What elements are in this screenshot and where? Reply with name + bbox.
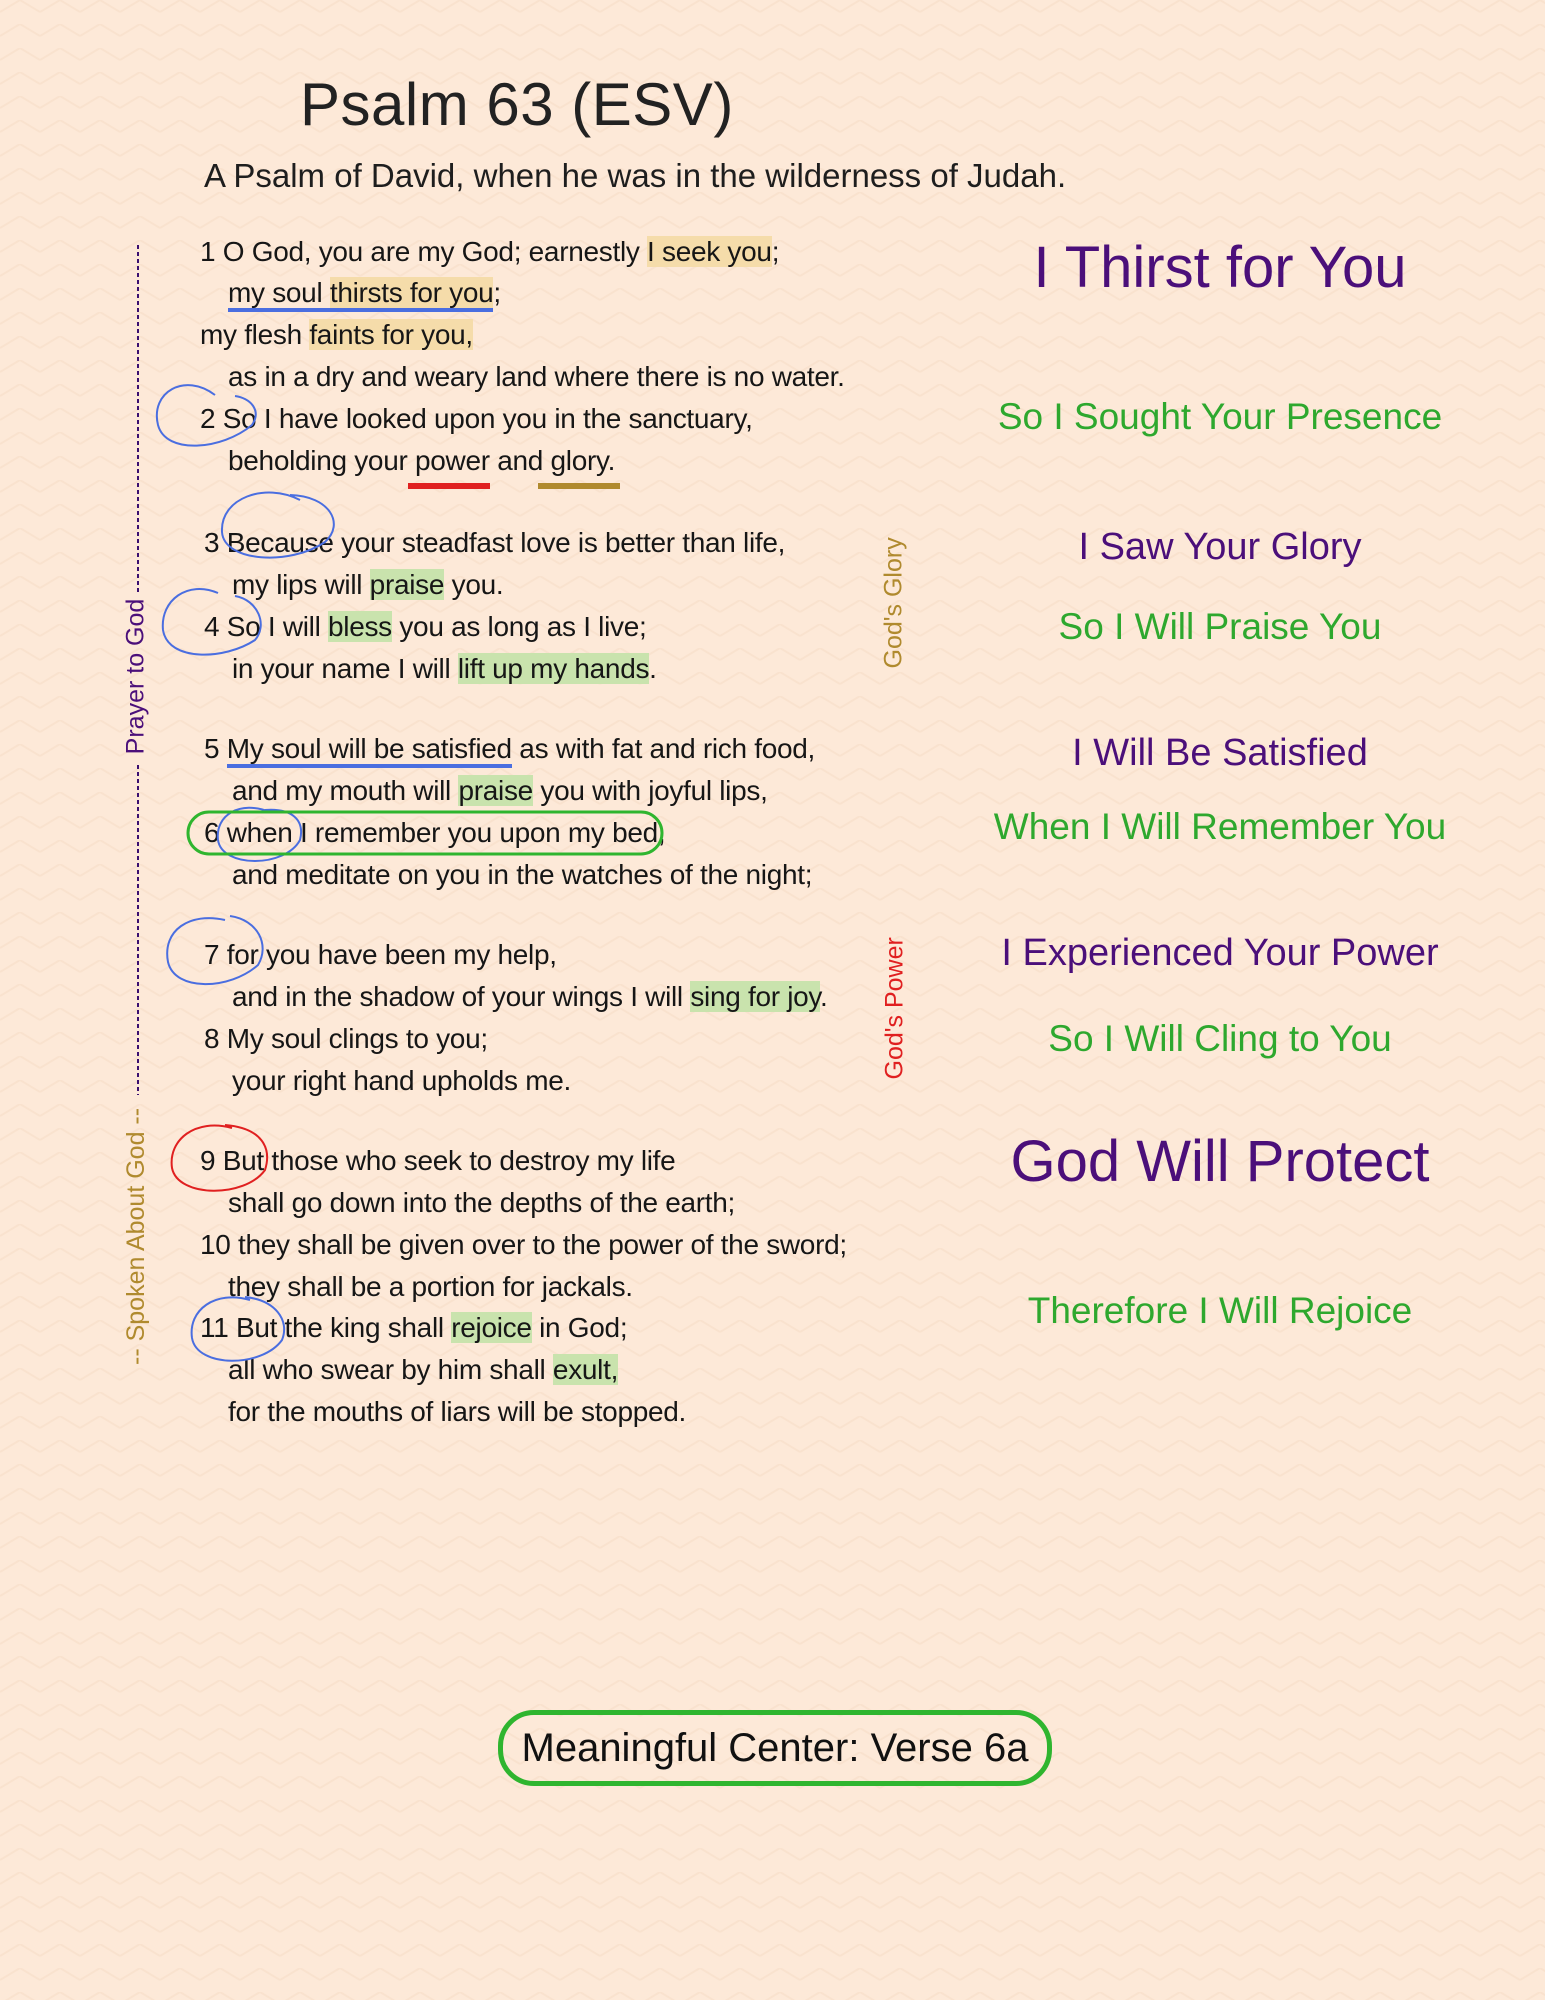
meaningful-center-badge: Meaningful Center: Verse 6a	[498, 1710, 1052, 1786]
verse-line-7: 3 Because your steadfast love is better than life,	[204, 527, 786, 558]
verse-line-21: 10 they shall be given over to the power of the sword;	[200, 1229, 847, 1260]
verse-line-18: your right hand upholds me.	[232, 1065, 572, 1096]
verse-line-3: my flesh faints for you,	[200, 319, 473, 350]
verse-line-20: shall go down into the depths of the earth;	[228, 1187, 736, 1218]
heading-protect: God Will Protect	[1010, 1129, 1430, 1194]
verse-line-1: 1 O God, you are my God; earnestly I seek you;	[200, 236, 780, 267]
verse-line-13: 6 when I remember you upon my bed,	[204, 817, 666, 848]
heading-will-praise: So I Will Praise You	[1058, 606, 1382, 647]
verse-line-5: 2 So I have looked upon you in the sanctuary,	[200, 403, 753, 434]
heading-rejoice: Therefore I Will Rejoice	[1027, 1290, 1413, 1331]
heading-experienced-power: I Experienced Your Power	[1001, 932, 1439, 974]
spoken-about-god-label: -- Spoken About God --	[122, 1107, 150, 1365]
verse-line-2: my soul thirsts for you;	[228, 276, 501, 310]
heading-satisfied: I Will Be Satisfied	[1072, 732, 1368, 774]
heading-saw-glory: I Saw Your Glory	[1078, 526, 1362, 568]
heading-cling: So I Will Cling to You	[1048, 1018, 1392, 1059]
verse-line-10: in your name I will lift up my hands.	[232, 653, 657, 684]
verse-line-19: 9 But those who seek to destroy my life	[200, 1145, 676, 1176]
circle-mark-so-2	[163, 589, 261, 655]
verse-line-12: and my mouth will praise you with joyful lips,	[232, 775, 768, 806]
heading-sought-presence: So I Sought Your Presence	[997, 396, 1443, 437]
page-title: Psalm 63 (ESV)	[300, 71, 734, 138]
page-subtitle: A Psalm of David, when he was in the wilderness of Judah.	[204, 157, 1067, 194]
verse-line-24: all who swear by him shall exult,	[228, 1354, 619, 1385]
verse-line-22: they shall be a portion for jackals.	[228, 1271, 633, 1302]
prayer-to-god-label: Prayer to God	[121, 598, 150, 755]
verse-line-15: 7 for you have been my help,	[204, 939, 557, 970]
verse-line-6: beholding your power and glory.	[228, 445, 616, 476]
circle-mark-because	[222, 493, 334, 558]
circle-mark-so-1	[157, 385, 256, 446]
gods-glory-label: God's Glory	[879, 537, 908, 669]
heading-thirst: I Thirst for You	[1033, 235, 1407, 300]
verse-line-16: and in the shadow of your wings I will sing for joy.	[232, 981, 828, 1012]
verse-line-23: 11 But the king shall rejoice in God;	[200, 1312, 628, 1343]
center-verse-oval	[188, 812, 662, 854]
circle-mark-but-2	[192, 1297, 285, 1361]
verse-line-25: for the mouths of liars will be stopped.	[228, 1396, 687, 1427]
verse-line-8: my lips will praise you.	[232, 569, 504, 600]
verse-line-4: as in a dry and weary land where there is no water.	[228, 361, 845, 392]
gods-power-label: God's Power	[880, 937, 909, 1080]
circle-mark-for	[167, 916, 262, 984]
verse-line-9: 4 So I will bless you as long as I live;	[204, 611, 647, 642]
verse-line-17: 8 My soul clings to you;	[204, 1023, 488, 1054]
verse-line-14: and meditate on you in the watches of the night;	[232, 859, 813, 890]
verse-line-11: 5 My soul will be satisfied as with fat and rich food,	[204, 732, 815, 766]
heading-remember: When I Will Remember You	[993, 806, 1447, 847]
circle-mark-but-1	[172, 1125, 267, 1191]
